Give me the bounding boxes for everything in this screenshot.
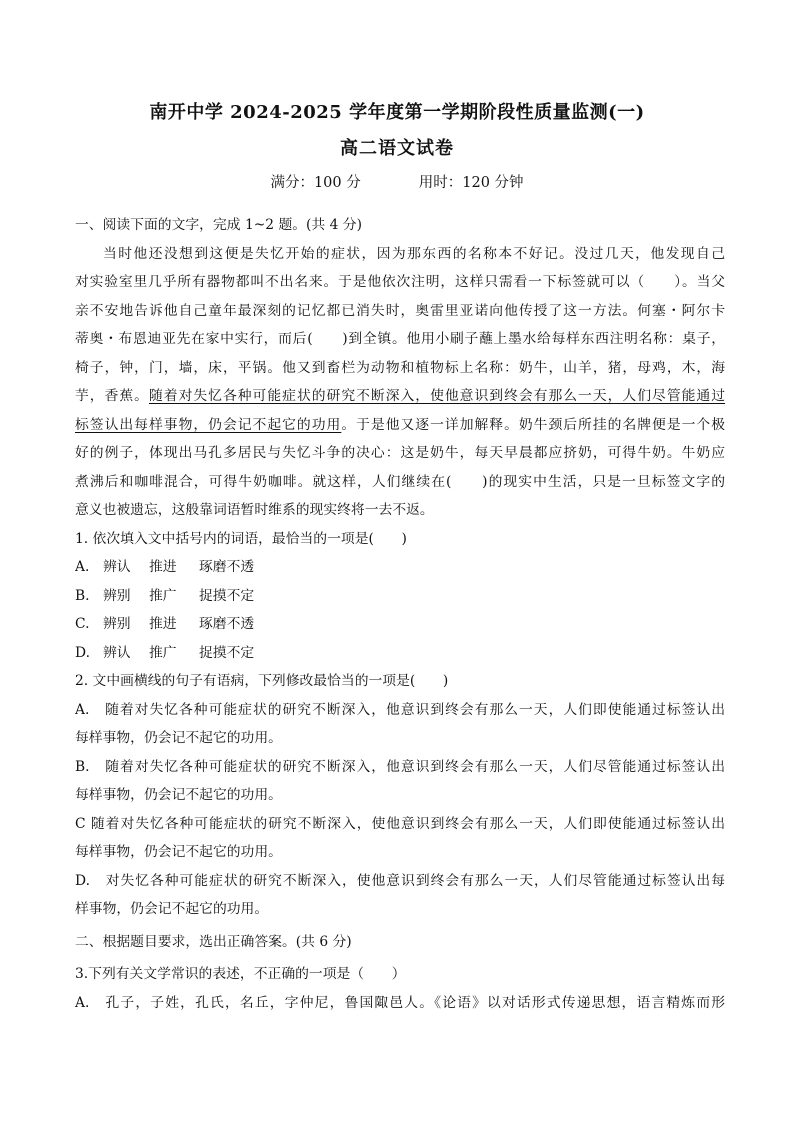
exam-title: 南开中学 2024-2025 学年度第一学期阶段性质量监测(一)	[149, 102, 645, 123]
option-word-3: 捉摸不定	[199, 587, 255, 604]
passage-line: 对实验室里几乎所有器物都叫不出名来。于是他依次注明，这样只需看一下标签就可以（ ）。当父	[75, 274, 725, 290]
question-1-option-b	[75, 582, 725, 611]
passage-text: 芋，香蕉。	[75, 388, 149, 404]
reading-passage	[75, 240, 725, 525]
question-2-option-c: C 随着对失忆各种可能症状的研究不断深入，使他意识到终会有那么一天，人们即使能通过标签认出	[75, 815, 725, 832]
question-2-stem: 2. 文中画横线的句子有语病，下列修改最恰当的一项是( )	[75, 673, 449, 689]
option-word-2: 推广	[149, 587, 177, 604]
passage-line: 煮沸后和咖啡混合，可得牛奶咖啡。就这样，人们继续在( )的现实中生活，只是一旦标签文字的	[75, 473, 725, 490]
question-3-stem: 3.下列有关文学常识的表述，不正确的一项是（ ）	[75, 966, 406, 982]
option-word-1: 辨别	[103, 587, 131, 604]
option-word-1: 辨别	[103, 616, 131, 632]
question-2-option-d-cont: 样事物，仍会记不起它的功用。	[75, 901, 269, 917]
option-key: D.	[75, 644, 90, 661]
passage-line: 好的例子，体现出马孔多居民与失忆斗争的决心：这是奶牛，每天早晨都应挤奶，可得牛奶。牛奶应	[75, 445, 725, 461]
full-score: 满分：100 分	[270, 175, 361, 191]
option-word-1: 辨认	[103, 559, 131, 575]
exam-meta	[0, 171, 794, 192]
option-word-2: 推进	[149, 616, 177, 632]
exam-body	[75, 211, 725, 1017]
question-1-option-c	[75, 610, 725, 639]
option-word-2: 推进	[149, 559, 177, 575]
passage-line	[75, 411, 725, 440]
question-1-option-d	[75, 639, 725, 668]
question-1-stem: 1. 依次填入文中括号内的词语，最恰当的一项是( )	[75, 530, 407, 547]
passage-line	[75, 382, 725, 411]
passage-line: 亲不安地告诉他自己童年最深刻的记忆都已消失时，奥雷里亚诺向他传授了这一方法。何塞・阿尔卡	[75, 302, 725, 319]
passage-line: 当时他还没想到这便是失忆开始的症状，因为那东西的名称本不好记。没过几天，他发现自己	[103, 245, 725, 262]
question-2-option-a: A. 随着对失忆各种可能症状的研究不断深入，他意识到终会有那么一天，人们即使能通过标签认出	[75, 701, 725, 718]
passage-line: 意义也被遗忘，这般靠词语暂时维系的现实终将一去不返。	[75, 502, 434, 518]
passage-line: 椅子，钟，门，墙，床，平锅。他又到畜栏为动物和植物标上名称：奶牛，山羊，猪，母鸡，木，海	[75, 359, 725, 376]
question-2-option-c-cont: 每样事物，仍会记不起它的功用。	[75, 844, 282, 860]
option-word-3: 琢磨不透	[199, 616, 255, 632]
option-key: A.	[75, 559, 90, 575]
underlined-sentence: 随着对失忆各种可能症状的研究不断深入，使他意识到终会有那么一天，人们尽管能通过	[148, 388, 726, 404]
passage-line: 蒂奥・布恩迪亚先在家中实行，而后( )到全镇。他用小刷子蘸上墨水给每样东西注明名称：桌子，	[75, 331, 725, 347]
question-3-option-a: A. 孔子，子姓，孔氏，名丘，字仲尼，鲁国陬邑人。《论语》以对话形式传递思想，语言精炼而形	[75, 994, 725, 1011]
question-1-option-a	[75, 553, 725, 582]
option-key: C.	[75, 616, 90, 632]
question-2-option-b-cont: 每样事物，仍会记不起它的功用。	[75, 787, 282, 803]
passage-text: 。于是他又逐一详加解释。奶牛颈后所挂的名牌便是一个极	[341, 416, 726, 433]
question-2-option-b: B. 随着对失忆各种可能症状的研究不断深入，他意识到终会有那么一天，人们尽管能通过标签认出	[75, 758, 725, 775]
option-word-1: 辨认	[103, 644, 131, 661]
question-2-option-a-cont: 每样事物，仍会记不起它的功用。	[75, 730, 282, 746]
section-one-heading: 一、阅读下面的文字，完成 1~2 题。(共 4 分)	[75, 217, 362, 233]
exam-subtitle: 高二语文试卷	[340, 138, 454, 159]
option-key: B.	[75, 587, 90, 604]
underlined-sentence: 标签认出每样事物，仍会记不起它的功用	[75, 416, 342, 433]
option-word-3: 琢磨不透	[199, 559, 255, 575]
option-word-3: 捉摸不定	[199, 644, 255, 661]
section-two-heading: 二、根据题目要求，选出正确答案。(共 6 分)	[75, 933, 352, 950]
time-limit: 用时：120 分钟	[418, 175, 524, 191]
question-2-option-d: D. 对失忆各种可能症状的研究不断深入，使他意识到终会有那么一天，人们尽管能通过标签认出每	[75, 872, 725, 889]
option-word-2: 推广	[149, 644, 177, 661]
